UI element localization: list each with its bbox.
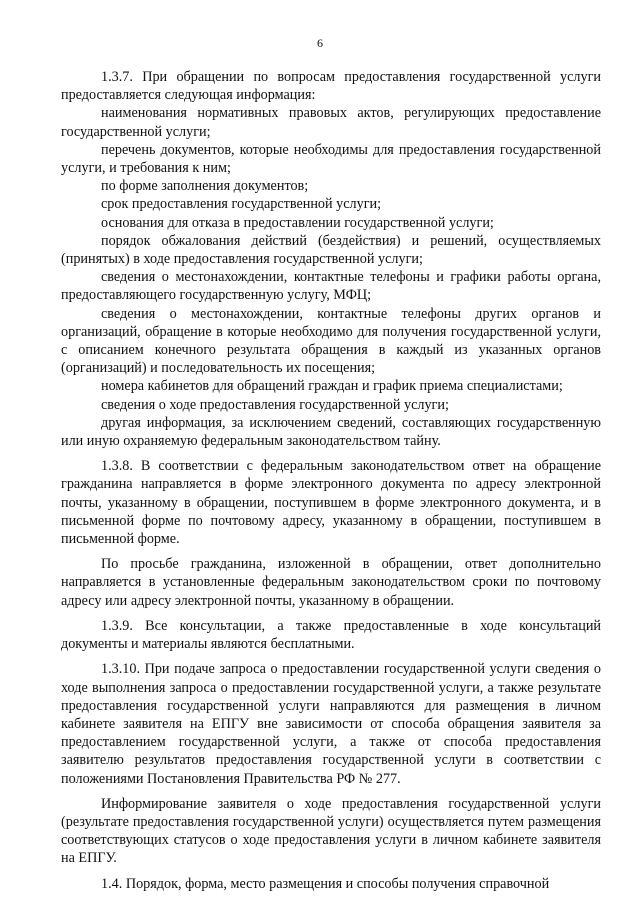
list-item-other-info: другая информация, за исключением сведений, составляющих государственную или иную охраняемую федеральным законодательством тайну. xyxy=(61,414,601,450)
list-item-progress-info: сведения о ходе предоставления государственной услуги; xyxy=(101,396,449,413)
paragraph-1-3-7: 1.3.7. При обращении по вопросам предоставления государственной услуги предоставляется следующая информация: xyxy=(61,69,601,104)
paragraph-1-3-8: 1.3.8. В соответствии с федеральным законодательством ответ на обращение гражданина направляется в форме электронного документа по адресу электронной почты, указанному в обращении, поступившем в форме электронного документа, и в письменной форме по почтовому адресу, указанному в обращении, поступившем в письменной форме. xyxy=(61,458,601,548)
list-item-agency-contacts: сведения о местонахождении, контактные телефоны и графики работы органа, предоставляющего государственную услугу, МФЦ; xyxy=(61,269,601,304)
paragraph-1-3-9: 1.3.9. Все консультации, а также предоставленные в ходе консультаций документы и материалы являются бесплатными. xyxy=(61,617,601,653)
list-item-appeal-procedure: порядок обжалования действий (бездействия) и решений, осуществляемых (принятых) в ходе предоставления государственной услуги; xyxy=(61,232,601,268)
page-number: 6 xyxy=(317,36,323,50)
document-body xyxy=(61,68,601,893)
paragraph-citizen-request: По просьбе гражданина, изложенной в обращении, ответ дополнительно направляется в установленные федеральным законодательством сроки по почтовому адресу или адресу электронной почты, указанному в обращении. xyxy=(61,556,601,609)
list-item-form-filling: по форме заполнения документов; xyxy=(101,178,309,195)
list-item-legal-acts: наименования нормативных правовых актов, регулирующих предоставление государственной услуги; xyxy=(61,105,601,140)
paragraph-1-3-10: 1.3.10. При подаче запроса о предоставлении государственной услуги сведения о ходе выполнения запроса о предоставлении государственной услуги, а также результате предоставления государственной услуги направляются для размещения в личном кабинете заявителя на ЕПГУ вне зависимости от способа обращения заявителя за предоставлением государственной услуги, а также от способа предоставления заявителю результатов предоставления государственной услуги в соответствии с положениями Постановления Правительства РФ № 277. xyxy=(61,661,601,787)
list-item-office-numbers: номера кабинетов для обращений граждан и график приема специалистами; xyxy=(101,378,563,395)
list-item-refusal-grounds: основания для отказа в предоставлении государственной услуги; xyxy=(101,214,494,231)
list-item-service-term: срок предоставления государственной услуги; xyxy=(101,196,382,213)
list-item-other-agencies: сведения о местонахождении, контактные телефоны других органов и организаций, обращение в которые необходимо для получения государственной услуги, с описанием конечного результата обращения в каждый из указанных органов (организаций) и последовательность их посещения; xyxy=(61,305,601,377)
section-heading-1-4: 1.4. Порядок, форма, место размещения и способы получения справочной xyxy=(101,875,550,892)
list-item-documents-list: перечень документов, которые необходимы для предоставления государственной услуги, и требования к ним; xyxy=(61,141,601,177)
paragraph-informing-applicant: Информирование заявителя о ходе предоставления государственной услуги (результате предоставления государственной услуги) осуществляется путем размещения соответствующих статусов о ходе предоставления услуги в личном кабинете заявителя на ЕПГУ. xyxy=(61,795,601,867)
